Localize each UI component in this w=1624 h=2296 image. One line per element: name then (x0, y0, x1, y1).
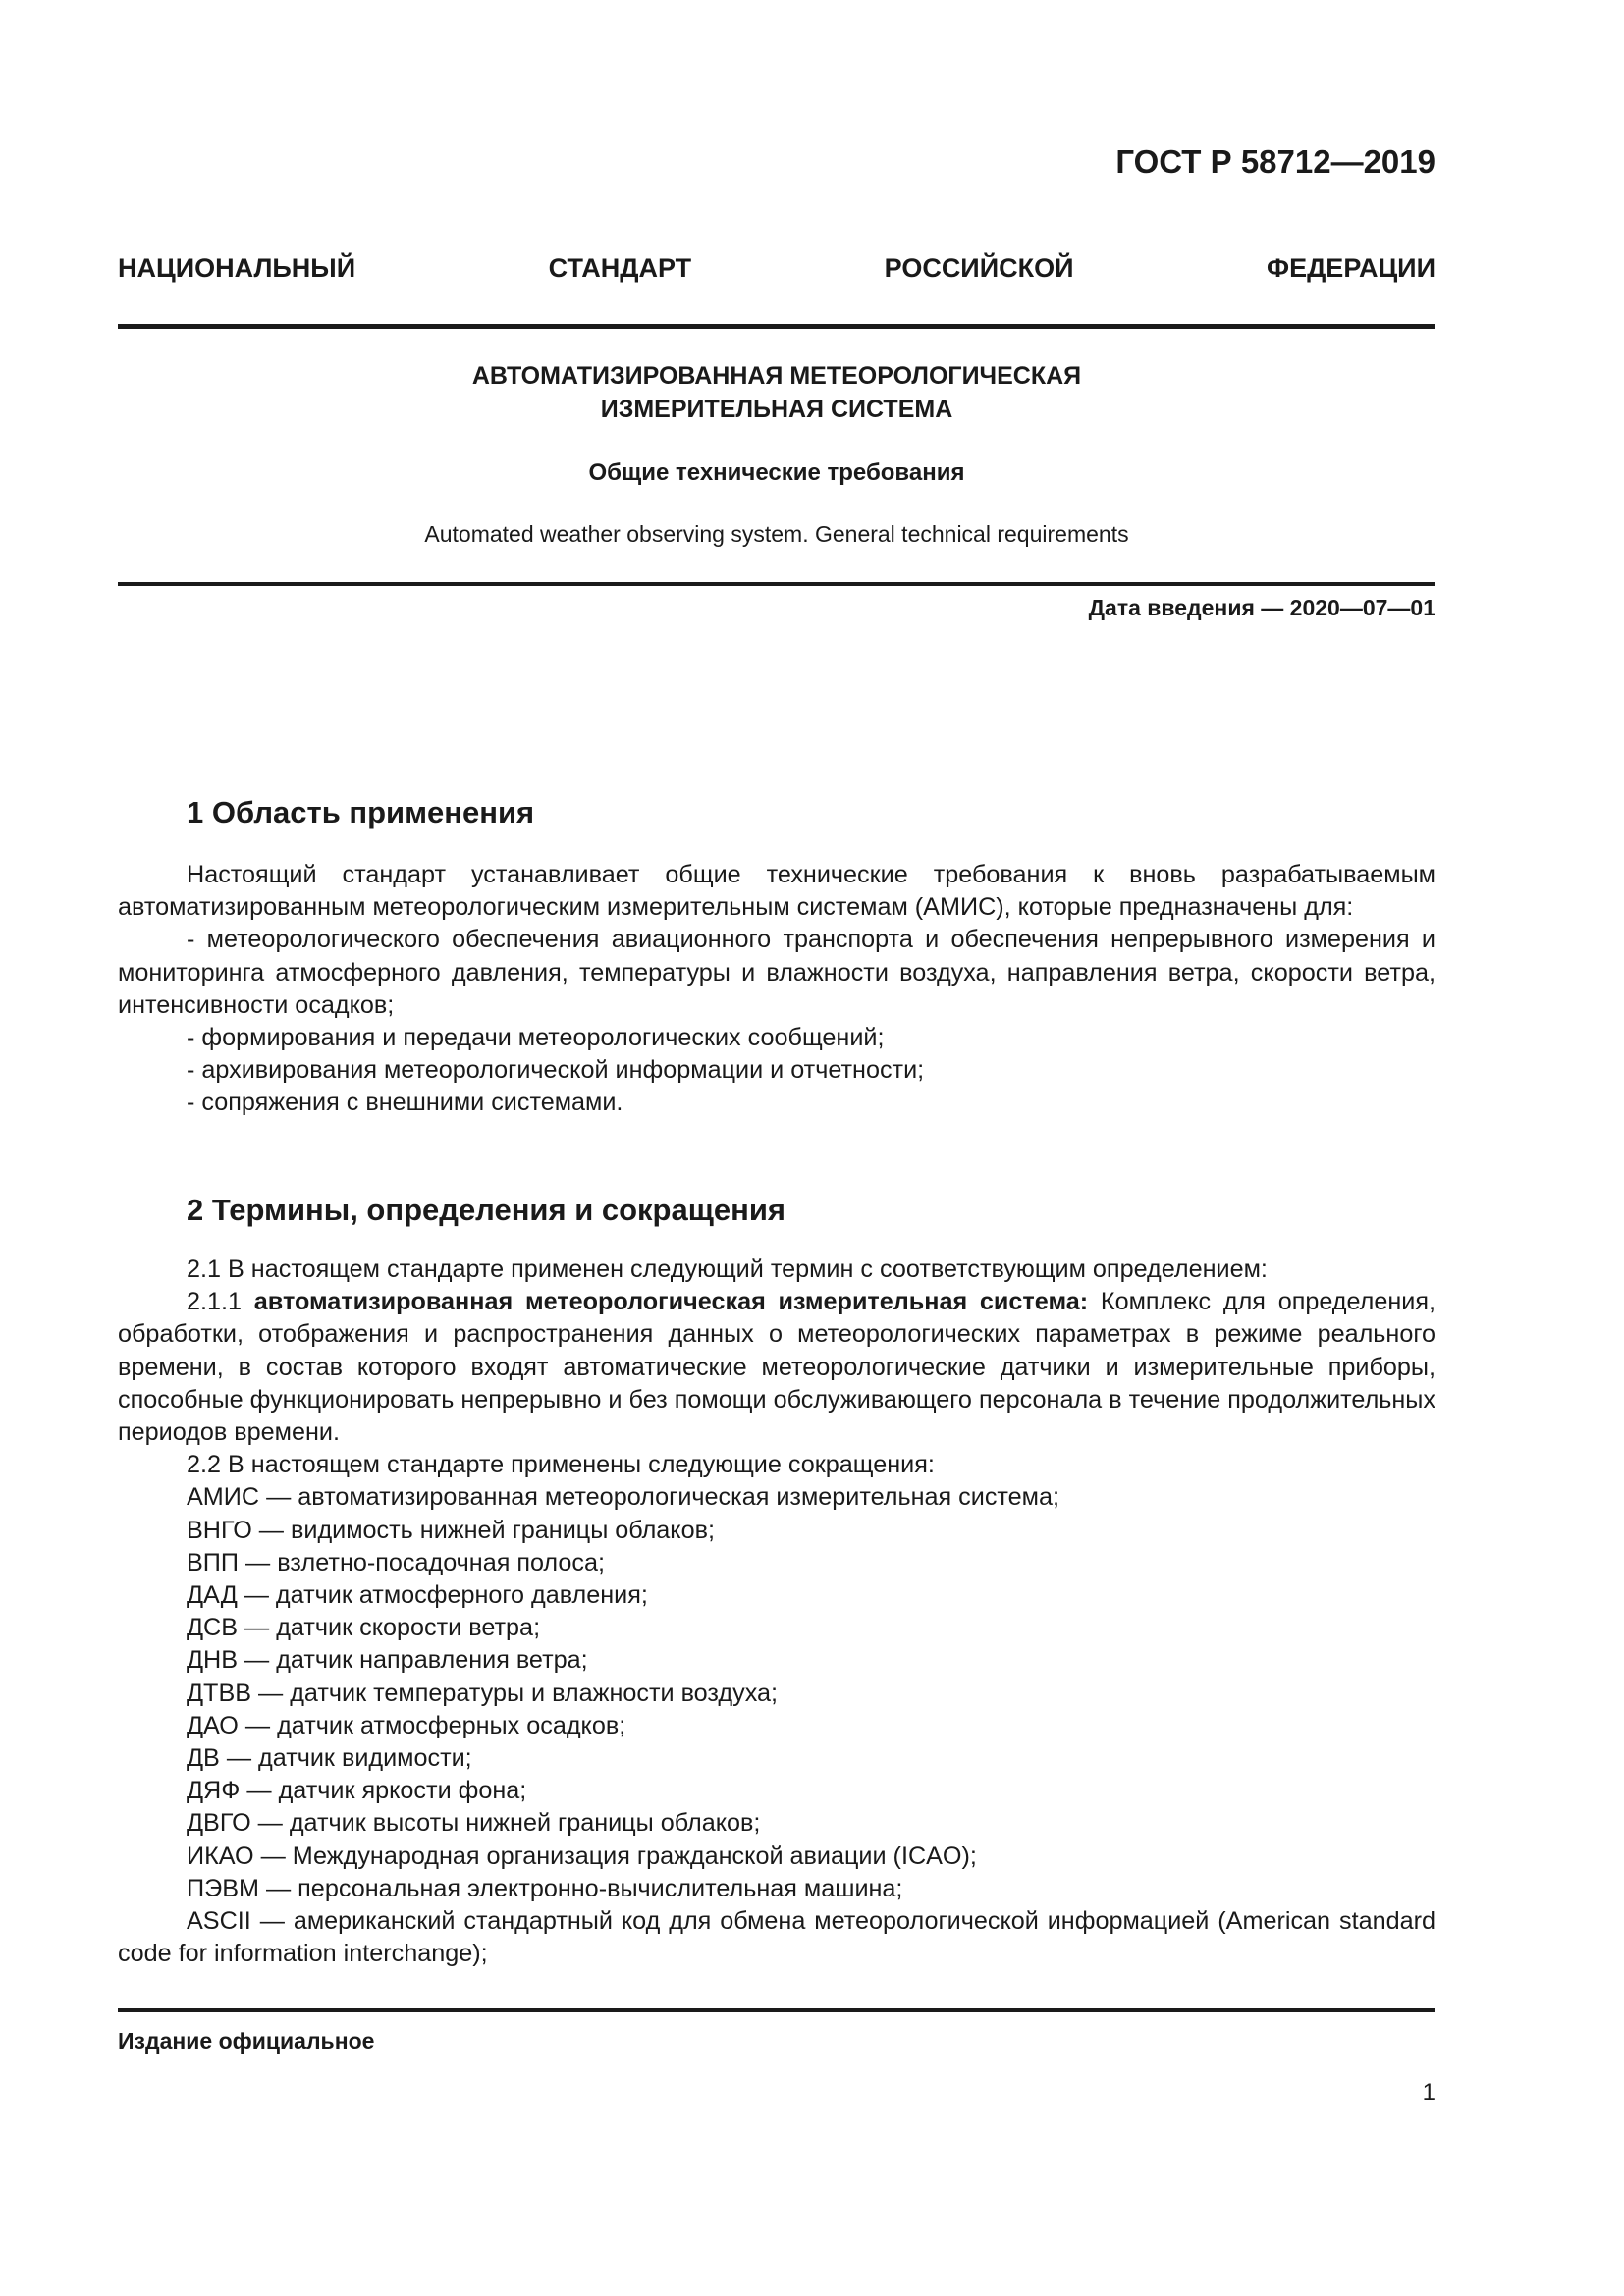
divider-footer (118, 2008, 1435, 2012)
abbreviation-item: ИКАО — Международная организация гражданской авиации (ICAO); (187, 1842, 977, 1870)
paragraph-2-1: 2.1 В настоящем стандарте применен следующий термин с соответствующим определением: (187, 1255, 1268, 1283)
document-page (118, 0, 1435, 2296)
paragraph-2-1-1 (118, 1286, 1435, 1449)
section-2-heading: 2 Термины, определения и сокращения (187, 1193, 785, 1227)
document-title (118, 359, 1435, 426)
divider-title (118, 582, 1435, 586)
abbreviation-item: ДСВ — датчик скорости ветра; (187, 1614, 541, 1642)
introduction-date: Дата введения — 2020—07—01 (1088, 595, 1435, 620)
official-edition-label: Издание официальное (118, 2028, 375, 2054)
section-1-intro: Настоящий стандарт устанавливает общие технические требования к вновь разрабатываемым автоматизированным метеорологическим измерительным системам (АМИС), которые предназначены для: (118, 861, 1435, 922)
abbreviation-item: ПЭВМ — персональная электронно-вычислительная машина; (187, 1874, 903, 1902)
page-number: 1 (1422, 2079, 1435, 2106)
section-1-body (118, 859, 1435, 1120)
abbreviation-item: ДАД — датчик атмосферного давления; (187, 1581, 648, 1610)
divider-top (118, 324, 1435, 329)
standard-number: ГОСТ Р 58712—2019 (1115, 143, 1435, 180)
abbreviation-item: ВНГО — видимость нижней границы облаков; (187, 1516, 716, 1544)
term-definition: Комплекс для определения, обработки, отображения и распространения данных о метеорологических параметрах в режиме реального времени, в состав которого входят автоматические метеорологические датчики и измерительные приборы, способные функционировать непрерывно и без помощи обслуживающего персонала в течение продолжительных периодов времени. (118, 1288, 1435, 1447)
term: автоматизированная метеорологическая измерительная система: (253, 1288, 1089, 1316)
abbreviation-item: ДТВВ — датчик температуры и влажности воздуха; (187, 1679, 779, 1707)
abbreviation-item: ДЯФ — датчик яркости фона; (187, 1777, 527, 1805)
list-item: - сопряжения с внешними системами. (187, 1089, 623, 1117)
title-line-2: ИЗМЕРИТЕЛЬНАЯ СИСТЕМА (600, 396, 953, 423)
list-item: - метеорологического обеспечения авиационного транспорта и обеспечения непрерывного измерения и мониторинга атмосферного давления, температуры и влажности воздуха, направления ветра, скорости ветра, интенсивности осадков; (118, 926, 1435, 1019)
abbreviation-item: ДВГО — датчик высоты нижней границы облаков; (187, 1809, 761, 1838)
title-line-1: АВТОМАТИЗИРОВАННАЯ МЕТЕОРОЛОГИЧЕСКАЯ (471, 362, 1082, 390)
section-2-body (118, 1254, 1435, 1970)
abbreviation-item-ascii: ASCII — американский стандартный код для обмена метеорологической информацией (American standard code for information interchange); (118, 1907, 1435, 1968)
list-item: - формирования и передачи метеорологических сообщений; (187, 1024, 885, 1052)
abbreviation-item: АМИС — автоматизированная метеорологическая измерительная система; (187, 1483, 1060, 1512)
document-subtitle: Общие технические требования (588, 459, 965, 486)
abbreviation-item: ДНВ — датчик направления ветра; (187, 1646, 588, 1675)
abbreviation-item: ВПП — взлетно-посадочная полоса; (187, 1548, 606, 1576)
list-item: - архивирования метеорологической информации и отчетности; (187, 1056, 925, 1085)
abbreviation-item: ДВ — датчик видимости; (187, 1744, 472, 1773)
national-standard-banner: НАЦИОНАЛЬНЫЙ СТАНДАРТ РОССИЙСКОЙ ФЕДЕРАЦИИ (118, 253, 1435, 283)
paragraph-2-2: 2.2 В настоящем стандарте применены следующие сокращения: (187, 1451, 935, 1479)
term-number: 2.1.1 (187, 1288, 254, 1316)
english-title: Automated weather observing system. General technical requirements (424, 521, 1129, 547)
abbreviation-item: ДАО — датчик атмосферных осадков; (187, 1711, 626, 1739)
section-1-heading: 1 Область применения (187, 795, 535, 829)
